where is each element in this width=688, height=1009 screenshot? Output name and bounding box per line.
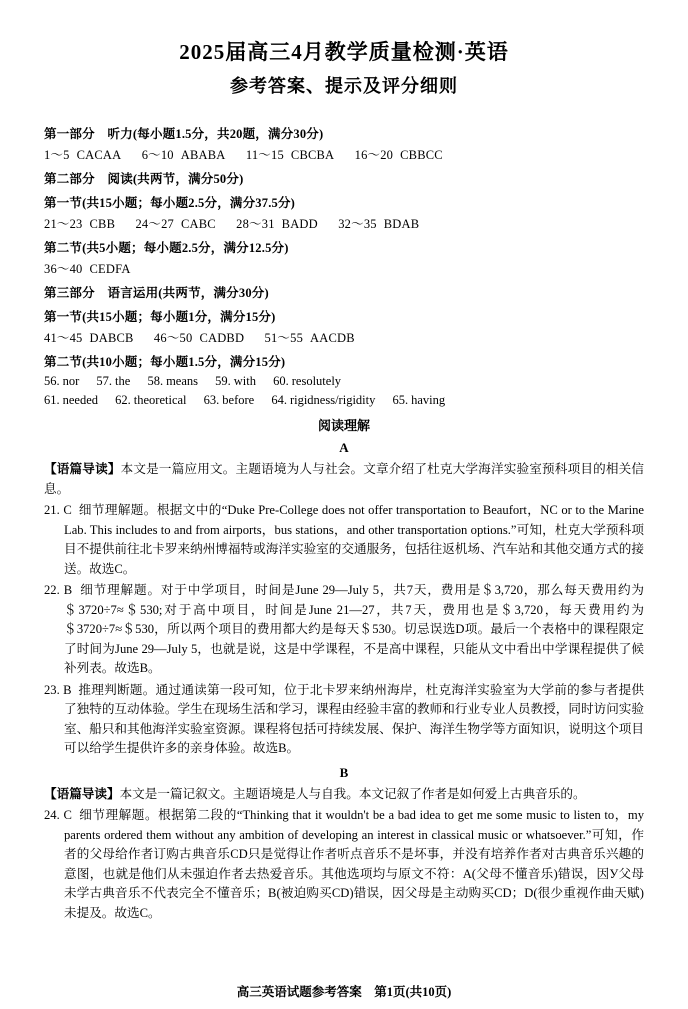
section-heading: 第二节(共5小题；每小题2.5分，满分12.5分) — [44, 241, 289, 255]
answer-group — [154, 328, 244, 346]
section-heading: 第二部分 阅读(共两节，满分50分) — [44, 172, 244, 186]
explanation-item — [44, 681, 644, 759]
answer-range: 28～31 — [236, 217, 275, 231]
item-answer: B — [63, 682, 72, 697]
answer-letters: CBCBA — [290, 148, 335, 162]
answer-letters: CABC — [180, 217, 216, 231]
fill-blank-item — [271, 393, 375, 408]
answer-line — [44, 145, 644, 163]
fill-blank-word: with — [233, 374, 256, 388]
answer-range: 32～35 — [338, 217, 377, 231]
explanation-item — [44, 581, 644, 679]
item-answer: C — [63, 808, 72, 823]
fill-blank-item — [44, 393, 98, 408]
answer-group — [355, 145, 443, 163]
fill-blank-word: means — [166, 374, 199, 388]
fill-blank-word: before — [222, 393, 255, 407]
fill-blank-word: having — [411, 393, 446, 407]
item-text: 根据文中的“Duke Pre-College does not offer transportation to Beaufort，NC or to the Marine Lab. This includes to and from airports，bus stations，and other transportation options.”可知，杜克大学预科项目不提供前往北卡罗来纳州博福特或海洋实验室的交通服务，包括往返机场、汽车站和其他交通方式的接送。故选C。 — [64, 503, 645, 576]
answer-group — [236, 214, 318, 232]
footer-text: 高三英语试题参考答案 第1页(共10页) — [236, 985, 452, 999]
fill-blank-number: 57. — [96, 374, 113, 388]
answer-range: 21～23 — [44, 217, 83, 231]
explanation-item — [44, 501, 644, 579]
answer-letters: BADD — [281, 217, 318, 231]
fill-blank-line — [44, 374, 644, 389]
fill-blank-number: 64. — [271, 393, 287, 407]
item-number: 24. — [44, 808, 60, 823]
page-subtitle: 参考答案、提示及评分细则 — [230, 76, 458, 96]
answer-group — [44, 145, 121, 163]
fill-blank-item — [147, 374, 198, 389]
item-type: 推理判断题。 — [78, 682, 156, 697]
fill-blank-item — [204, 393, 255, 408]
answer-range: 16～20 — [354, 148, 394, 162]
answer-line — [44, 328, 644, 346]
answer-letters: ABABA — [180, 148, 226, 162]
fill-blank-number: 62. — [115, 393, 131, 407]
fill-blank-number: 63. — [203, 393, 220, 407]
explanation-item — [44, 806, 644, 923]
answer-letters: AACDB — [310, 331, 355, 345]
answer-range: 6～10 — [141, 148, 174, 162]
section-heading: 第一部分 听力(每小题1.5分，共20题，满分30分) — [44, 127, 324, 141]
passage-guide — [44, 460, 644, 499]
answer-range: 36～40 — [44, 262, 83, 276]
passage-guide — [44, 785, 644, 805]
fill-blank-number: 58. — [147, 374, 164, 388]
item-type: 细节理解题。 — [79, 808, 159, 823]
fill-blank-item — [215, 374, 256, 389]
answer-range: 1～5 — [44, 148, 70, 162]
fill-blank-word: rigidness/rigidity — [289, 393, 376, 407]
item-type: 细节理解题。 — [80, 583, 161, 598]
fill-blank-item — [115, 393, 186, 408]
passage-letter-a: A — [339, 440, 349, 455]
answer-group — [338, 214, 419, 232]
guide-label: 【语篇导读】 — [44, 786, 120, 801]
answer-group — [135, 214, 215, 232]
answer-group — [44, 214, 115, 232]
fill-blank-number: 61. — [44, 393, 60, 407]
section-heading: 第二节(共10小题；每小题1.5分，满分15分) — [44, 355, 286, 369]
fill-blank-item — [393, 393, 446, 408]
reading-section-title: 阅读理解 — [317, 418, 370, 433]
item-text: 根据第二段的“Thinking that it wouldn't be a bad idea to get me some music to listen to，my parents ordered them without any ambition of developing an interest in classical music or whatsoever.”可知，作者的父母给作者订购古典音乐CD只是觉得让作者听点音乐不是坏事，并没有培养作者对古典音乐兴趣的意图，也就是他们从未强迫作者去热爱音乐。其他选项均与原文不符：A(父母不懂音乐)错误，因У父母未学古典音乐不代表完全不懂音乐；B(被迫购买CD)错误，因父母是主动购买CD；D(很少重视作曲天赋)未提及。故选C。 — [64, 808, 645, 920]
answer-letters: BDAB — [383, 217, 420, 231]
answer-range: 46～50 — [153, 331, 193, 345]
page-footer — [0, 981, 688, 1001]
answer-letters: CADBD — [199, 331, 245, 345]
fill-blank-item — [96, 374, 130, 389]
answer-group — [44, 328, 134, 346]
item-number: 23. — [44, 682, 60, 697]
fill-blank-number: 56. — [44, 374, 60, 388]
answer-letters: DABCB — [89, 331, 134, 345]
item-answer: C — [63, 503, 72, 518]
answer-letters: CBB — [89, 217, 116, 231]
item-text: 对于中学项目，时间是June 29—July 5，共7天，费用是＄3,720，那么每天费用约为＄3720÷7≈＄530;对于高中项目，时间是June 21—27，共7天，费用也是＄3,720，每天费用约为＄3720÷7≈＄530，所以两个项目的费用都大约是每天＄530。切忌误选D项。最后一个表格中的课程限定了时间为June 29—July 5，也就是说，这是中学课程，不是高中课程，只能从文中看出中学课程提供了候补列表。故选B。 — [64, 583, 645, 676]
guide-text: 本文是一篇记叙文。主题语境是人与自我。本文记叙了作者是如何爱上古典音乐的。 — [119, 786, 586, 801]
fill-blank-number: 60. — [273, 374, 289, 388]
section-heading: 第一节(共15小题；每小题1分，满分15分) — [44, 310, 276, 324]
fill-blank-line — [44, 393, 644, 408]
answer-range: 51～55 — [264, 331, 304, 345]
fill-blank-item — [273, 374, 341, 389]
item-text: 通过通读第一段可知，位于北卡罗来纳州海岸，杜克海洋实验室为大学前的参与者提供了独特的互动体验。学生在现场生活和学习，课程由经验丰富的教师和行业专业人员教授，同时访问实验室、船只和其他海洋实验室资源。课程将包括可持续发展、保护、海洋生物学等方面知识，说明这个项目可以给学生提供许多的亲身体验。故选B。 — [64, 682, 645, 756]
fill-blank-word: nor — [62, 374, 80, 388]
fill-blank-number: 65. — [392, 393, 409, 407]
answer-group — [44, 259, 131, 277]
fill-blank-item — [44, 374, 79, 389]
section-heading: 第三部分 语言运用(共两节，满分30分) — [44, 286, 269, 300]
answer-group — [246, 145, 334, 163]
answer-letters: CACAA — [76, 148, 122, 162]
answer-group — [265, 328, 355, 346]
answer-line — [44, 214, 644, 232]
page-title: 2025届高三4月教学质量检测·英语 — [179, 40, 509, 64]
guide-label: 【语篇导读】 — [44, 462, 121, 476]
fill-blank-word: resolutely — [291, 374, 342, 388]
answer-letters: CBBCC — [400, 148, 443, 162]
answer-group — [142, 145, 226, 163]
fill-blank-word: needed — [62, 393, 99, 407]
guide-text: 本文是一篇应用文。主题语境为人与社会。文章介绍了杜克大学海洋实验室预科项目的相关信息。 — [44, 462, 645, 496]
answer-range: 41～45 — [44, 331, 83, 345]
fill-blank-number: 59. — [215, 374, 231, 388]
answer-line — [44, 259, 644, 277]
item-number: 21. — [44, 503, 60, 518]
item-answer: B — [63, 583, 73, 598]
section-heading: 第一节(共15小题；每小题2.5分，满分37.5分) — [44, 196, 296, 210]
fill-blank-word: theoretical — [133, 393, 187, 407]
item-type: 细节理解题。 — [78, 503, 157, 518]
answer-range: 24～27 — [135, 217, 174, 231]
answer-letters: CEDFA — [89, 262, 131, 276]
answer-range: 11～15 — [245, 148, 284, 162]
fill-blank-word: the — [115, 374, 131, 388]
item-number: 22. — [44, 583, 60, 598]
passage-letter-b: B — [339, 764, 349, 780]
